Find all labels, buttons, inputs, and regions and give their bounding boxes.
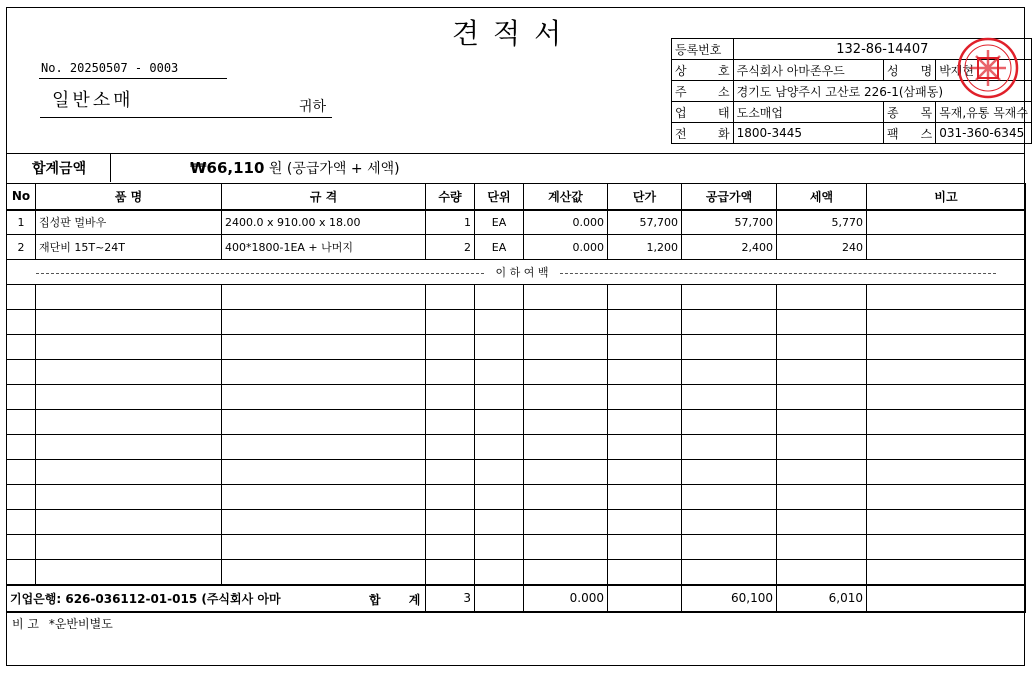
- empty-cell: [7, 335, 36, 360]
- empty-cell: [426, 360, 475, 385]
- empty-cell: [682, 510, 777, 535]
- empty-cell: [475, 535, 524, 560]
- empty-cell: [222, 360, 426, 385]
- total-amount-unit: 원: [268, 161, 283, 177]
- row-note: [867, 235, 1026, 260]
- fax-label: 팩 스: [884, 123, 936, 144]
- empty-cell: [475, 485, 524, 510]
- empty-cell: [222, 510, 426, 535]
- col-header-calc: 계산값: [524, 184, 608, 210]
- sum-note: [867, 585, 1026, 612]
- empty-cell: [608, 460, 682, 485]
- sum-label: 합 계: [369, 592, 433, 607]
- recipient-name: 일반소매: [52, 90, 134, 111]
- empty-cell: [608, 410, 682, 435]
- footer-bank-and-sum: [7, 585, 433, 612]
- table-row: [7, 235, 1026, 260]
- row-name: 집성판 멀바우: [36, 210, 222, 235]
- ceo-label: 성 명: [884, 60, 936, 81]
- row-qty: 2: [426, 235, 475, 260]
- empty-cell: [524, 335, 608, 360]
- empty-cell: [777, 485, 867, 510]
- empty-cell: [608, 510, 682, 535]
- sum-qty: 3: [426, 585, 475, 612]
- empty-cell: [426, 410, 475, 435]
- empty-cell: [426, 335, 475, 360]
- row-note: [867, 210, 1026, 235]
- row-name: 재단비 15T~24T: [36, 235, 222, 260]
- empty-row: [7, 460, 1026, 485]
- empty-cell: [7, 285, 36, 310]
- items-table: [6, 183, 1026, 613]
- empty-cell: [36, 510, 222, 535]
- empty-cell: [682, 535, 777, 560]
- empty-cell: [777, 310, 867, 335]
- empty-cell: [777, 335, 867, 360]
- empty-cell: [608, 435, 682, 460]
- empty-cell: [222, 335, 426, 360]
- empty-cell: [426, 435, 475, 460]
- empty-cell: [682, 360, 777, 385]
- biz-type-value: 도소매업: [733, 102, 883, 123]
- empty-row: [7, 360, 1026, 385]
- empty-cell: [777, 410, 867, 435]
- company-label: 상 호: [672, 60, 734, 81]
- empty-cell: [524, 435, 608, 460]
- sum-tax: 6,010: [777, 585, 867, 612]
- divider: [40, 117, 332, 118]
- empty-cell: [222, 560, 426, 585]
- address-label: 주 소: [672, 81, 734, 102]
- empty-cell: [475, 385, 524, 410]
- col-header-note: 비고: [867, 184, 1026, 210]
- empty-cell: [777, 285, 867, 310]
- recipient-honorific: 귀하: [299, 99, 327, 115]
- empty-cell: [475, 435, 524, 460]
- empty-cell: [682, 435, 777, 460]
- empty-cell: [867, 435, 1026, 460]
- empty-cell: [475, 460, 524, 485]
- col-header-unit: 단위: [475, 184, 524, 210]
- empty-cell: [608, 335, 682, 360]
- empty-cell: [426, 535, 475, 560]
- sum-price: [608, 585, 682, 612]
- empty-cell: [7, 485, 36, 510]
- col-header-qty: 수량: [426, 184, 475, 210]
- empty-cell: [867, 510, 1026, 535]
- empty-cell: [524, 385, 608, 410]
- reg-no-label: 등록번호: [672, 39, 734, 60]
- divider: [110, 154, 111, 182]
- remarks-text: *운반비별도: [48, 617, 113, 631]
- empty-cell: [777, 435, 867, 460]
- col-header-spec: 규 격: [222, 184, 426, 210]
- empty-cell: [426, 510, 475, 535]
- address-value: 경기도 남양주시 고산로 226-1(삼패동): [733, 81, 1031, 102]
- company-value: 주식회사 아마존우드: [733, 60, 883, 81]
- empty-cell: [608, 310, 682, 335]
- end-marker-row: [7, 260, 1026, 285]
- empty-cell: [7, 360, 36, 385]
- empty-cell: [222, 385, 426, 410]
- remarks-label: 비 고: [12, 617, 39, 631]
- empty-cell: [867, 360, 1026, 385]
- empty-cell: [524, 360, 608, 385]
- row-price: 57,700: [608, 210, 682, 235]
- company-seal-icon: [956, 36, 1020, 100]
- empty-cell: [682, 285, 777, 310]
- empty-row: [7, 510, 1026, 535]
- empty-cell: [867, 560, 1026, 585]
- row-qty: 1: [426, 210, 475, 235]
- empty-cell: [475, 510, 524, 535]
- empty-cell: [36, 360, 222, 385]
- empty-cell: [426, 485, 475, 510]
- row-no: 1: [7, 210, 36, 235]
- empty-cell: [222, 460, 426, 485]
- total-amount-label: 합계금액: [32, 161, 87, 177]
- empty-cell: [36, 485, 222, 510]
- col-header-tax: 세액: [777, 184, 867, 210]
- empty-cell: [475, 335, 524, 360]
- empty-cell: [7, 510, 36, 535]
- tel-label: 전 화: [672, 123, 734, 144]
- biz-type-label: 업 태: [672, 102, 734, 123]
- dashed-rule: [36, 273, 484, 274]
- total-amount-value: ₩66,110: [190, 159, 265, 177]
- biz-item-value: 목재,유통 목재수: [936, 102, 1032, 123]
- empty-cell: [475, 560, 524, 585]
- empty-cell: [222, 485, 426, 510]
- row-price: 1,200: [608, 235, 682, 260]
- empty-cell: [475, 360, 524, 385]
- reg-no-value: 132-86-14407: [733, 39, 1031, 60]
- empty-cell: [36, 335, 222, 360]
- sum-unit: [475, 585, 524, 612]
- document-number: No. 20250507 - 0003: [41, 61, 179, 75]
- end-marker-cell: [7, 260, 1026, 285]
- empty-cell: [7, 410, 36, 435]
- row-supply: 2,400: [682, 235, 777, 260]
- empty-cell: [475, 410, 524, 435]
- row-unit: EA: [475, 235, 524, 260]
- empty-row: [7, 335, 1026, 360]
- empty-cell: [682, 460, 777, 485]
- empty-row: [7, 410, 1026, 435]
- empty-cell: [524, 560, 608, 585]
- empty-row: [7, 310, 1026, 335]
- empty-cell: [426, 385, 475, 410]
- row-supply: 57,700: [682, 210, 777, 235]
- empty-cell: [475, 310, 524, 335]
- empty-cell: [524, 410, 608, 435]
- empty-cell: [867, 535, 1026, 560]
- table-header-row: [7, 184, 1026, 210]
- empty-cell: [608, 360, 682, 385]
- biz-item-label: 종 목: [884, 102, 936, 123]
- dashed-rule: [560, 273, 996, 274]
- empty-cell: [682, 410, 777, 435]
- empty-cell: [7, 560, 36, 585]
- row-unit: EA: [475, 210, 524, 235]
- empty-cell: [426, 310, 475, 335]
- empty-cell: [867, 285, 1026, 310]
- empty-cell: [524, 485, 608, 510]
- empty-cell: [608, 535, 682, 560]
- empty-cell: [867, 410, 1026, 435]
- empty-cell: [867, 485, 1026, 510]
- empty-cell: [36, 460, 222, 485]
- empty-cell: [7, 385, 36, 410]
- divider: [6, 153, 1025, 154]
- empty-cell: [426, 460, 475, 485]
- document-title: 견적서: [452, 17, 576, 50]
- col-header-price: 단가: [608, 184, 682, 210]
- empty-cell: [682, 335, 777, 360]
- row-no: 2: [7, 235, 36, 260]
- row-tax: 240: [777, 235, 867, 260]
- sum-supply: 60,100: [682, 585, 777, 612]
- empty-cell: [36, 410, 222, 435]
- empty-cell: [777, 360, 867, 385]
- empty-cell: [777, 535, 867, 560]
- row-spec: 400*1800-1EA + 나머지: [222, 235, 426, 260]
- table-row: [7, 210, 1026, 235]
- empty-cell: [36, 535, 222, 560]
- table-footer-row: [7, 585, 1026, 612]
- row-calc: 0.000: [524, 210, 608, 235]
- empty-cell: [608, 385, 682, 410]
- empty-cell: [524, 535, 608, 560]
- empty-cell: [36, 385, 222, 410]
- empty-cell: [608, 485, 682, 510]
- empty-cell: [524, 460, 608, 485]
- empty-cell: [222, 435, 426, 460]
- col-header-no: No: [7, 184, 36, 210]
- empty-cell: [222, 285, 426, 310]
- empty-cell: [682, 560, 777, 585]
- empty-cell: [222, 310, 426, 335]
- empty-cell: [36, 560, 222, 585]
- empty-row: [7, 435, 1026, 460]
- empty-cell: [475, 285, 524, 310]
- ceo-value: 박재현: [936, 60, 1032, 81]
- col-header-name: 품 명: [36, 184, 222, 210]
- remarks: [12, 615, 113, 632]
- empty-cell: [867, 460, 1026, 485]
- empty-cell: [867, 385, 1026, 410]
- empty-cell: [608, 560, 682, 585]
- empty-row: [7, 385, 1026, 410]
- empty-cell: [524, 310, 608, 335]
- empty-cell: [36, 310, 222, 335]
- empty-cell: [777, 560, 867, 585]
- row-spec: 2400.0 x 910.00 x 18.00: [222, 210, 426, 235]
- empty-cell: [777, 460, 867, 485]
- empty-cell: [426, 560, 475, 585]
- empty-cell: [36, 285, 222, 310]
- empty-cell: [524, 285, 608, 310]
- total-amount-note: (공급가액 + 세액): [286, 161, 400, 177]
- empty-cell: [7, 460, 36, 485]
- empty-cell: [682, 385, 777, 410]
- empty-row: [7, 285, 1026, 310]
- total-amount: [190, 158, 400, 178]
- sum-calc: 0.000: [524, 585, 608, 612]
- empty-cell: [524, 510, 608, 535]
- empty-cell: [7, 310, 36, 335]
- empty-cell: [36, 435, 222, 460]
- tel-value: 1800-3445: [733, 123, 883, 144]
- row-calc: 0.000: [524, 235, 608, 260]
- empty-cell: [682, 485, 777, 510]
- col-header-supply: 공급가액: [682, 184, 777, 210]
- empty-row: [7, 485, 1026, 510]
- empty-row: [7, 535, 1026, 560]
- empty-cell: [608, 285, 682, 310]
- empty-row: [7, 560, 1026, 585]
- bank-account: 기업은행: 626-036112-01-015 (주식회사 아마: [10, 591, 281, 606]
- row-tax: 5,770: [777, 210, 867, 235]
- empty-cell: [7, 435, 36, 460]
- empty-cell: [7, 535, 36, 560]
- end-marker-text: 이 하 여 백: [495, 266, 549, 279]
- empty-cell: [777, 385, 867, 410]
- empty-cell: [867, 310, 1026, 335]
- fax-value: 031-360-6345: [936, 123, 1032, 144]
- empty-cell: [682, 310, 777, 335]
- empty-cell: [867, 335, 1026, 360]
- empty-cell: [222, 535, 426, 560]
- divider: [39, 78, 227, 79]
- empty-cell: [426, 285, 475, 310]
- empty-cell: [777, 510, 867, 535]
- empty-cell: [222, 410, 426, 435]
